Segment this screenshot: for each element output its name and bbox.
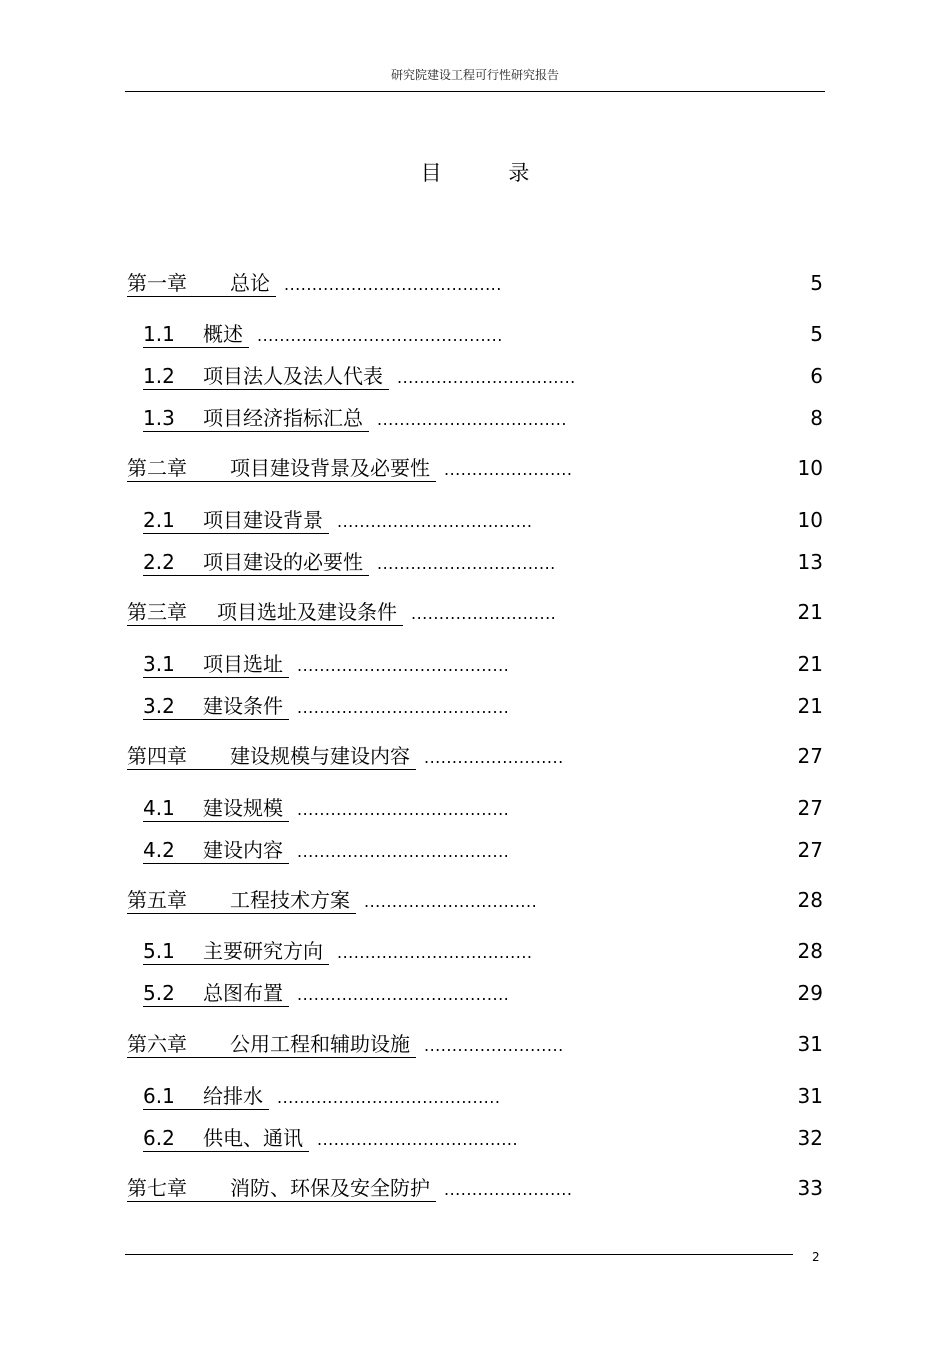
toc-entry-label bbox=[143, 651, 289, 678]
toc-entry-page: 33 bbox=[797, 1176, 823, 1200]
toc-entry-title: 项目经济指标汇总 bbox=[203, 406, 363, 430]
toc-entry-page: 21 bbox=[797, 652, 823, 676]
toc-entry-number: 1.1 bbox=[143, 322, 175, 346]
toc-leader-dots: ........................................ bbox=[277, 1088, 501, 1107]
toc-leader-dots: ...................................... bbox=[297, 656, 510, 675]
toc-section-entry[interactable] bbox=[143, 936, 533, 966]
toc-chapter-entry[interactable] bbox=[127, 1173, 572, 1203]
toc-chapter-entry[interactable] bbox=[127, 597, 556, 627]
toc-entry-page: 27 bbox=[797, 796, 823, 820]
toc-entry-title: 项目法人及法人代表 bbox=[203, 364, 383, 388]
toc-section-entry[interactable] bbox=[143, 835, 509, 865]
toc-chapter-entry[interactable] bbox=[127, 1029, 564, 1059]
toc-entry-number: 3.2 bbox=[143, 694, 175, 718]
toc-entry-number: 1.3 bbox=[143, 406, 175, 430]
toc-entry-number: 2.1 bbox=[143, 508, 175, 532]
toc-leader-dots: ...................................... bbox=[297, 842, 510, 861]
toc-entry-title: 项目选址 bbox=[203, 652, 283, 676]
toc-entry-number: 5.1 bbox=[143, 939, 175, 963]
toc-entry-title: 公用工程和辅助设施 bbox=[230, 1032, 410, 1056]
toc-entry-number: 第四章 bbox=[127, 744, 187, 768]
toc-entry-page: 28 bbox=[797, 888, 823, 912]
running-header: 研究院建设工程可行性研究报告 bbox=[390, 68, 559, 82]
toc-leader-dots: ................................... bbox=[337, 943, 533, 962]
toc-entry-number: 第二章 bbox=[127, 456, 187, 480]
toc-entry-label bbox=[143, 507, 329, 534]
toc-leader-dots: ......................... bbox=[424, 1036, 564, 1055]
toc-entry-page: 10 bbox=[797, 508, 823, 532]
toc-entry-page: 31 bbox=[797, 1032, 823, 1056]
toc-entry-title: 工程技术方案 bbox=[230, 888, 350, 912]
toc-leader-dots: ....................... bbox=[444, 460, 573, 479]
toc-entry-page: 8 bbox=[810, 406, 823, 430]
toc-section-entry[interactable] bbox=[143, 361, 576, 391]
toc-entry-number: 第七章 bbox=[127, 1176, 187, 1200]
toc-entry-label bbox=[127, 743, 416, 770]
toc-entry-label bbox=[127, 599, 403, 626]
toc-section-entry[interactable] bbox=[143, 978, 509, 1008]
toc-entry-title: 消防、环保及安全防护 bbox=[230, 1176, 430, 1200]
toc-leader-dots: ................................ bbox=[397, 368, 576, 387]
toc-entry-title: 项目选址及建设条件 bbox=[217, 600, 397, 624]
toc-entry-label bbox=[127, 270, 276, 297]
toc-entry-title: 建设条件 bbox=[203, 694, 283, 718]
toc-entry-label bbox=[143, 693, 289, 720]
toc-entry-number: 3.1 bbox=[143, 652, 175, 676]
toc-entry-title: 项目建设背景及必要性 bbox=[230, 456, 430, 480]
toc-leader-dots: ............................................ bbox=[257, 326, 503, 345]
toc-entry-title: 建设规模与建设内容 bbox=[230, 744, 410, 768]
toc-entry-title: 项目建设背景 bbox=[203, 508, 323, 532]
toc-entry-number: 第五章 bbox=[127, 888, 187, 912]
toc-entry-page: 27 bbox=[797, 744, 823, 768]
toc-leader-dots: ....................................... bbox=[284, 275, 502, 294]
toc-entry-title: 建设规模 bbox=[203, 796, 283, 820]
toc-section-entry[interactable] bbox=[143, 1081, 500, 1111]
toc-entry-label bbox=[143, 363, 389, 390]
toc-entry-label bbox=[127, 455, 436, 482]
toc-leader-dots: ................................ bbox=[377, 554, 556, 573]
toc-entry-page: 28 bbox=[797, 939, 823, 963]
toc-entry-number: 4.1 bbox=[143, 796, 175, 820]
toc-entry-label bbox=[143, 1125, 309, 1152]
toc-leader-dots: ....................... bbox=[444, 1180, 573, 1199]
toc-leader-dots: ...................................... bbox=[297, 985, 510, 1004]
toc-entry-title: 主要研究方向 bbox=[203, 939, 323, 963]
toc-entry-page: 32 bbox=[797, 1126, 823, 1150]
toc-entry-label bbox=[143, 980, 289, 1007]
toc-entry-title: 项目建设的必要性 bbox=[203, 550, 363, 574]
toc-leader-dots: ...................................... bbox=[297, 800, 510, 819]
toc-entry-label bbox=[143, 321, 249, 348]
page-number: 2 bbox=[812, 1250, 820, 1264]
toc-entry-number: 1.2 bbox=[143, 364, 175, 388]
toc-entry-title: 供电、通讯 bbox=[203, 1126, 303, 1150]
toc-entry-page: 29 bbox=[797, 981, 823, 1005]
toc-entry-number: 6.2 bbox=[143, 1126, 175, 1150]
toc-chapter-entry[interactable] bbox=[127, 268, 502, 298]
toc-entry-label bbox=[127, 1031, 416, 1058]
toc-title: 目 录 bbox=[420, 161, 560, 185]
toc-entry-page: 5 bbox=[810, 322, 823, 346]
toc-entry-label bbox=[143, 795, 289, 822]
toc-entry-title: 总图布置 bbox=[203, 981, 283, 1005]
toc-entry-number: 5.2 bbox=[143, 981, 175, 1005]
toc-entry-title: 总论 bbox=[230, 271, 270, 295]
toc-section-entry[interactable] bbox=[143, 649, 509, 679]
toc-leader-dots: ...................................... bbox=[297, 698, 510, 717]
toc-chapter-entry[interactable] bbox=[127, 885, 537, 915]
toc-section-entry[interactable] bbox=[143, 793, 509, 823]
footer-rule bbox=[125, 1254, 793, 1255]
toc-entry-label bbox=[143, 837, 289, 864]
toc-entry-label bbox=[127, 887, 356, 914]
toc-chapter-entry[interactable] bbox=[127, 453, 572, 483]
toc-entry-number: 第一章 bbox=[127, 271, 187, 295]
toc-entry-page: 6 bbox=[810, 364, 823, 388]
toc-entry-page: 21 bbox=[797, 694, 823, 718]
toc-entry-number: 2.2 bbox=[143, 550, 175, 574]
toc-leader-dots: ............................... bbox=[364, 892, 538, 911]
toc-entry-number: 第三章 bbox=[127, 600, 187, 624]
toc-section-entry[interactable] bbox=[143, 691, 509, 721]
toc-chapter-entry[interactable] bbox=[127, 741, 564, 771]
toc-entry-label bbox=[127, 1175, 436, 1202]
toc-entry-label bbox=[143, 405, 369, 432]
toc-entry-number: 4.2 bbox=[143, 838, 175, 862]
header-rule bbox=[125, 91, 825, 92]
toc-entry-number: 第六章 bbox=[127, 1032, 187, 1056]
toc-leader-dots: .................................... bbox=[317, 1130, 519, 1149]
toc-entry-page: 13 bbox=[797, 550, 823, 574]
toc-entry-label bbox=[143, 938, 329, 965]
toc-entry-page: 10 bbox=[797, 456, 823, 480]
toc-leader-dots: ................................... bbox=[337, 512, 533, 531]
toc-entry-title: 给排水 bbox=[203, 1084, 263, 1108]
toc-entry-number: 6.1 bbox=[143, 1084, 175, 1108]
toc-entry-title: 概述 bbox=[203, 322, 243, 346]
toc-leader-dots: ......................... bbox=[424, 748, 564, 767]
toc-entry-label bbox=[143, 549, 369, 576]
toc-section-entry[interactable] bbox=[143, 505, 533, 535]
toc-section-entry[interactable] bbox=[143, 403, 567, 433]
toc-entry-title: 建设内容 bbox=[203, 838, 283, 862]
toc-entry-page: 31 bbox=[797, 1084, 823, 1108]
toc-leader-dots: .................................. bbox=[377, 410, 567, 429]
toc-entry-label bbox=[143, 1083, 269, 1110]
toc-section-entry[interactable] bbox=[143, 319, 503, 349]
toc-entry-page: 27 bbox=[797, 838, 823, 862]
toc-leader-dots: .......................... bbox=[411, 604, 557, 623]
toc-section-entry[interactable] bbox=[143, 547, 556, 577]
toc-entry-page: 5 bbox=[810, 271, 823, 295]
toc-section-entry[interactable] bbox=[143, 1123, 518, 1153]
toc-entry-page: 21 bbox=[797, 600, 823, 624]
